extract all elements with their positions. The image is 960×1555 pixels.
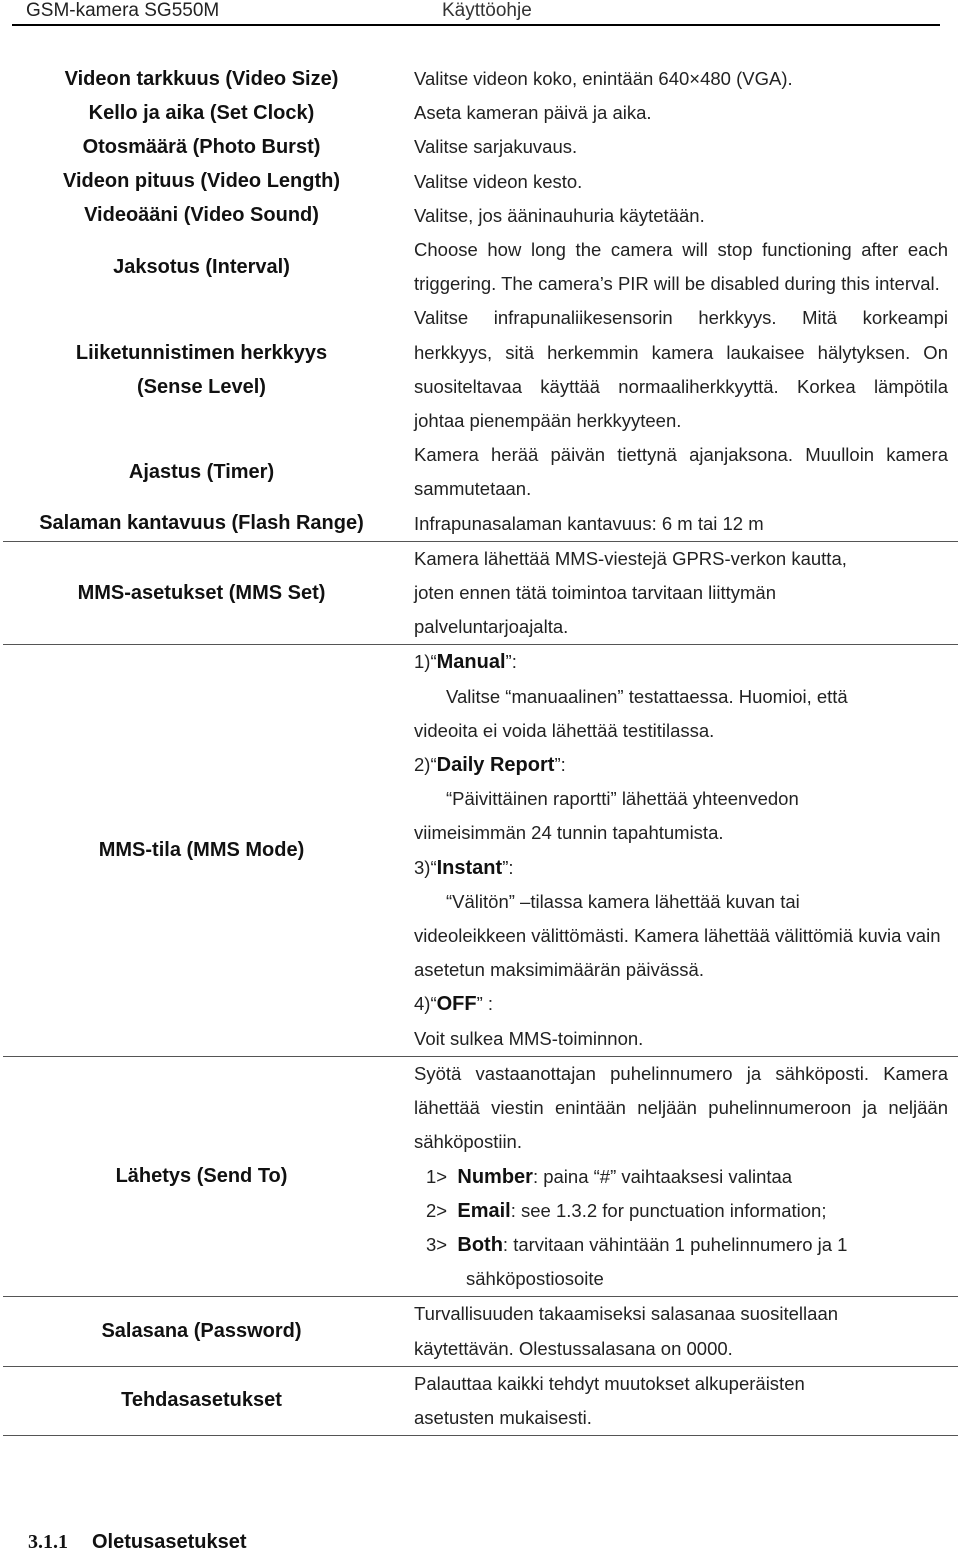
description-line: Palauttaa kaikki tehdyt muutokset alkuperäisten: [414, 1372, 805, 1394]
setting-description: [400, 233, 958, 301]
table-row: [3, 233, 958, 301]
mode-option: 2)“Daily Report”:: [414, 754, 566, 777]
description-text: Kamera herää päivän tiettynä ajanjaksona. Muulloin kamera sammutetaan.: [414, 444, 948, 500]
mode-description: Valitse “manuaalinen” testattaessa. Huomioi, että: [446, 685, 848, 707]
table-row: [3, 1366, 958, 1435]
mode-name: Instant: [436, 856, 503, 879]
header-subtitle: Käyttöohje: [442, 0, 532, 21]
table-row: [3, 96, 958, 130]
recipient-option: 2> Email: see 1.3.2 for punctuation information;: [426, 1199, 827, 1222]
setting-name: Ajastus (Timer): [128, 460, 275, 483]
setting-name: Videon tarkkuus (Video Size): [64, 67, 339, 90]
setting-description: Valitse videon kesto.: [414, 170, 583, 192]
setting-name-line: (Sense Level): [137, 375, 266, 398]
recipient-option: 3> Both: tarvitaan vähintään 1 puhelinnumero ja 1: [426, 1233, 848, 1256]
section-number: 3.1.1: [28, 1531, 68, 1553]
description-line: Kamera lähettää MMS-viestejä GPRS-verkon kautta,: [414, 547, 847, 569]
setting-description: [400, 645, 958, 1056]
mode-name: OFF: [436, 993, 477, 1016]
setting-name: MMS-tila (MMS Mode): [3, 645, 400, 1056]
option-name: Email: [457, 1199, 511, 1222]
description-line: käytettävän. Olestussalasana on 0000.: [414, 1337, 733, 1359]
description-line: palveluntarjoajalta.: [414, 616, 569, 638]
setting-name: Videon pituus (Video Length): [62, 170, 341, 193]
table-row: [3, 541, 958, 645]
description-line: asetusten mukaisesti.: [414, 1406, 592, 1428]
recipient-option: 1> Number: paina “#” vaihtaaksesi valintaa: [426, 1165, 793, 1188]
description-text: Choose how long the camera will stop functioning after each triggering. The camera’s PIR will be disabled during this interval.: [414, 239, 948, 295]
mode-description: “Välitön” –tilassa kamera lähettää kuvan tai: [446, 890, 800, 912]
setting-description: Valitse sarjakuvaus.: [414, 136, 578, 158]
section-title: Oletusasetukset: [92, 1531, 247, 1553]
setting-description: [400, 301, 958, 438]
setting-description: Valitse, jos ääninauhuria käytetään.: [414, 204, 705, 226]
mode-option: 3)“Instant”:: [414, 856, 514, 879]
mode-description: Voit sulkea MMS-toiminnon.: [414, 1027, 644, 1049]
setting-description: [400, 1366, 958, 1435]
recipient-option-continued: sähköpostiosoite: [466, 1268, 604, 1290]
setting-name: Salasana (Password): [3, 1297, 400, 1366]
setting-name: [3, 301, 400, 438]
page-header: [12, 0, 940, 26]
setting-name: Kello ja aika (Set Clock): [88, 101, 315, 124]
setting-name: MMS-asetukset (MMS Set): [3, 541, 400, 645]
setting-description: [400, 1297, 958, 1366]
mode-description: “Päivittäinen raportti” lähettää yhteenvedon: [446, 788, 799, 810]
table-row: [3, 301, 958, 438]
table-row: [3, 645, 958, 1056]
setting-name: Otosmäärä (Photo Burst): [82, 136, 321, 158]
option-name: Number: [457, 1165, 533, 1188]
mode-name: Daily Report: [436, 754, 555, 777]
mode-description: videoita ei voida lähettää testitilassa.: [414, 719, 715, 741]
setting-name: Lähetys (Send To): [3, 1056, 400, 1296]
setting-name: Tehdasasetukset: [3, 1366, 400, 1435]
description-text: Valitse infrapunaliikesensorin herkkyys. Mitä korkeampi herkkyys, sitä herkemmin kamera laukaisee hälytyksen. On suositeltavaa käyttää normaaliherkkyyttä. Korkea lämpötila johtaa pienempään herkkyyteen.: [414, 307, 948, 432]
description-text: Syötä vastaanottajan puhelinnumero ja sähköposti. Kamera lähettää viestin enintään neljään puhelinnumeroon ja neljään sähköpostiin.: [414, 1062, 948, 1153]
setting-description: [400, 438, 958, 506]
table-row: [3, 199, 958, 233]
mode-option: 4)“OFF” :: [414, 993, 494, 1016]
table-row: [3, 1297, 958, 1366]
setting-name-line: Liiketunnistimen herkkyys: [75, 341, 328, 364]
description-line: Turvallisuuden takaamiseksi salasanaa suositellaan: [414, 1303, 839, 1325]
table-row: [3, 62, 958, 96]
mode-option: 1)“Manual”:: [414, 651, 517, 674]
description-line: joten ennen tätä toimintoa tarvitaan liittymän: [414, 582, 776, 604]
table-row: [3, 130, 958, 164]
setting-description: Infrapunasalaman kantavuus: 6 m tai 12 m: [400, 507, 958, 542]
mode-name: Manual: [436, 651, 506, 674]
section-heading: [28, 1531, 247, 1554]
mode-description: videoleikkeen välittömästi. Kamera lähettää välittömiä kuvia vain asetetun maksimimäärän päivässä.: [414, 925, 941, 981]
header-title: GSM-kamera SG550M: [26, 0, 220, 21]
option-name: Both: [457, 1233, 503, 1256]
setting-description: [400, 541, 958, 645]
setting-name: Jaksotus (Interval): [113, 255, 290, 278]
setting-name: Videoääni (Video Sound): [84, 204, 319, 227]
setting-name: Salaman kantavuus (Flash Range): [3, 507, 400, 542]
table-row: [3, 438, 958, 506]
setting-description: Valitse videon koko, enintään 640×480 (VGA).: [414, 68, 793, 89]
setting-description: [400, 1056, 958, 1296]
setting-description: Aseta kameran päivä ja aika.: [414, 102, 652, 124]
settings-table: [3, 62, 958, 1436]
table-row: [3, 507, 958, 542]
mode-description: viimeisimmän 24 tunnin tapahtumista.: [414, 822, 724, 844]
table-row: [3, 1056, 958, 1296]
table-row: [3, 165, 958, 199]
